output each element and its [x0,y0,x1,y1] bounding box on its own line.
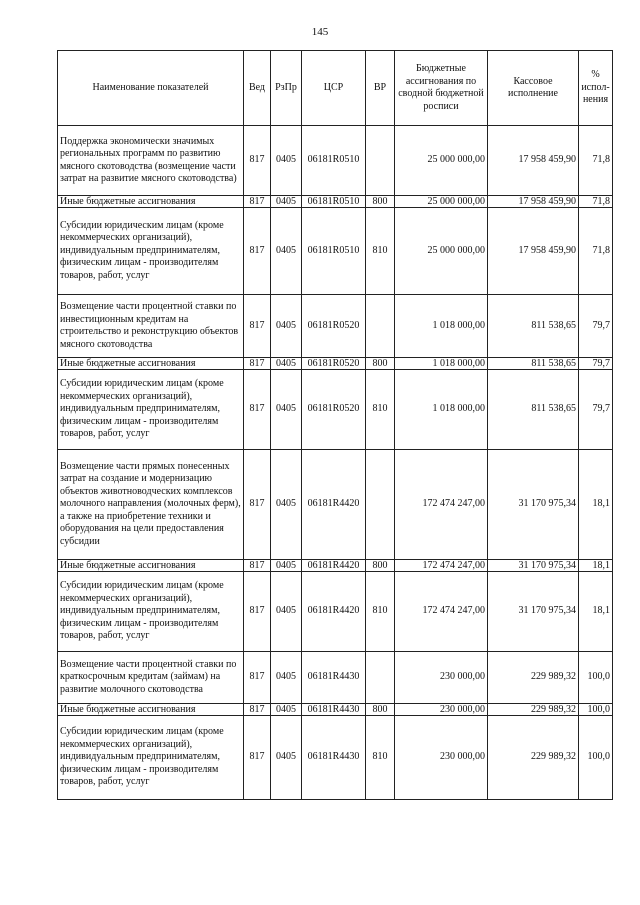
table-body [58,126,613,800]
cell-rzpr: 0405 [271,126,302,196]
cell-budget: 172 474 247,00 [395,572,488,652]
table-row [58,652,613,704]
budget-execution-table [57,50,613,800]
cell-name: Субсидии юридическим лицам (кроме некоммерческих организаций), индивидуальным предпринимателям, физическим лицам - производителям товаров, работ, услуг [58,208,244,295]
cell-vr [366,295,395,358]
cell-ved: 817 [244,126,271,196]
cell-vr: 810 [366,572,395,652]
cell-csr: 06181R4420 [302,560,366,572]
table-row [58,560,613,572]
cell-name: Иные бюджетные ассигнования [58,358,244,370]
cell-rzpr: 0405 [271,652,302,704]
header-cash: Кассовое исполнение [488,51,579,126]
cell-csr: 06181R4420 [302,450,366,560]
header-csr: ЦСР [302,51,366,126]
cell-ved: 817 [244,716,271,800]
cell-pct: 79,7 [579,370,613,450]
cell-budget: 1 018 000,00 [395,358,488,370]
header-pct: % испол-нения [579,51,613,126]
cell-name: Иные бюджетные ассигнования [58,196,244,208]
cell-cash: 811 538,65 [488,358,579,370]
cell-name: Возмещение части прямых понесенных затрат на создание и модернизацию объектов животноводческих комплексов молочного направления (молочных ферм), а также на приобретение техники и оборудования на цели предоставления субсидии [58,450,244,560]
cell-rzpr: 0405 [271,208,302,295]
cell-name: Возмещение части процентной ставки по инвестиционным кредитам на строительство и реконструкцию объектов мясного скотоводства [58,295,244,358]
cell-cash: 229 989,32 [488,716,579,800]
cell-cash: 17 958 459,90 [488,208,579,295]
cell-vr: 800 [366,358,395,370]
cell-vr [366,450,395,560]
cell-pct: 79,7 [579,295,613,358]
cell-name: Субсидии юридическим лицам (кроме некоммерческих организаций), индивидуальным предпринимателям, физическим лицам - производителям товаров, работ, услуг [58,572,244,652]
table-row [58,450,613,560]
cell-cash: 811 538,65 [488,370,579,450]
cell-budget: 230 000,00 [395,652,488,704]
cell-pct: 100,0 [579,652,613,704]
cell-cash: 31 170 975,34 [488,560,579,572]
cell-vr: 800 [366,704,395,716]
cell-rzpr: 0405 [271,560,302,572]
table-row [58,295,613,358]
cell-csr: 06181R4430 [302,652,366,704]
cell-csr: 06181R0510 [302,196,366,208]
cell-pct: 18,1 [579,450,613,560]
cell-cash: 17 958 459,90 [488,196,579,208]
header-ved: Вед [244,51,271,126]
cell-cash: 31 170 975,34 [488,450,579,560]
cell-budget: 1 018 000,00 [395,295,488,358]
cell-pct: 71,8 [579,196,613,208]
cell-pct: 18,1 [579,572,613,652]
cell-pct: 100,0 [579,704,613,716]
cell-rzpr: 0405 [271,196,302,208]
cell-cash: 811 538,65 [488,295,579,358]
cell-name: Субсидии юридическим лицам (кроме некоммерческих организаций), индивидуальным предпринимателям, физическим лицам - производителям товаров, работ, услуг [58,716,244,800]
cell-ved: 817 [244,560,271,572]
cell-cash: 17 958 459,90 [488,126,579,196]
cell-budget: 25 000 000,00 [395,208,488,295]
cell-ved: 817 [244,208,271,295]
cell-name: Возмещение части процентной ставки по краткосрочным кредитам (займам) на развитие молочного скотоводства [58,652,244,704]
cell-rzpr: 0405 [271,370,302,450]
cell-budget: 25 000 000,00 [395,126,488,196]
cell-pct: 71,8 [579,126,613,196]
header-budget: Бюджетные ассигнования по сводной бюджетной росписи [395,51,488,126]
cell-ved: 817 [244,652,271,704]
cell-rzpr: 0405 [271,716,302,800]
header-name: Наименование показателей [58,51,244,126]
table-row [58,572,613,652]
cell-vr: 810 [366,370,395,450]
cell-budget: 172 474 247,00 [395,560,488,572]
cell-ved: 817 [244,370,271,450]
cell-csr: 06181R4420 [302,572,366,652]
table-row [58,716,613,800]
cell-budget: 172 474 247,00 [395,450,488,560]
cell-pct: 79,7 [579,358,613,370]
cell-ved: 817 [244,572,271,652]
cell-ved: 817 [244,196,271,208]
cell-csr: 06181R4430 [302,704,366,716]
page-number: 145 [311,26,329,38]
header-rzpr: РзПр [271,51,302,126]
cell-pct: 100,0 [579,716,613,800]
table-row [58,704,613,716]
cell-rzpr: 0405 [271,450,302,560]
cell-name: Иные бюджетные ассигнования [58,560,244,572]
header-vr: ВР [366,51,395,126]
cell-name: Поддержка экономически значимых региональных программ по развитию мясного скотоводства (возмещение части затрат на развитие мясного скотоводства) [58,126,244,196]
cell-csr: 06181R0510 [302,208,366,295]
cell-ved: 817 [244,358,271,370]
cell-ved: 817 [244,295,271,358]
cell-vr [366,126,395,196]
cell-budget: 1 018 000,00 [395,370,488,450]
cell-csr: 06181R0520 [302,358,366,370]
cell-budget: 25 000 000,00 [395,196,488,208]
cell-csr: 06181R0510 [302,126,366,196]
cell-pct: 18,1 [579,560,613,572]
cell-cash: 31 170 975,34 [488,572,579,652]
table-row [58,208,613,295]
cell-vr: 810 [366,716,395,800]
cell-vr: 810 [366,208,395,295]
cell-csr: 06181R0520 [302,370,366,450]
cell-rzpr: 0405 [271,295,302,358]
cell-rzpr: 0405 [271,358,302,370]
table-row [58,358,613,370]
cell-pct: 71,8 [579,208,613,295]
cell-name: Иные бюджетные ассигнования [58,704,244,716]
cell-csr: 06181R0520 [302,295,366,358]
cell-vr: 800 [366,560,395,572]
cell-cash: 229 989,32 [488,652,579,704]
cell-ved: 817 [244,450,271,560]
cell-rzpr: 0405 [271,572,302,652]
cell-budget: 230 000,00 [395,704,488,716]
cell-vr [366,652,395,704]
cell-vr: 800 [366,196,395,208]
cell-cash: 229 989,32 [488,704,579,716]
table-row [58,196,613,208]
cell-csr: 06181R4430 [302,716,366,800]
table-row [58,370,613,450]
cell-name: Субсидии юридическим лицам (кроме некоммерческих организаций), индивидуальным предпринимателям, физическим лицам - производителям товаров, работ, услуг [58,370,244,450]
table-row [58,126,613,196]
cell-budget: 230 000,00 [395,716,488,800]
cell-ved: 817 [244,704,271,716]
cell-rzpr: 0405 [271,704,302,716]
